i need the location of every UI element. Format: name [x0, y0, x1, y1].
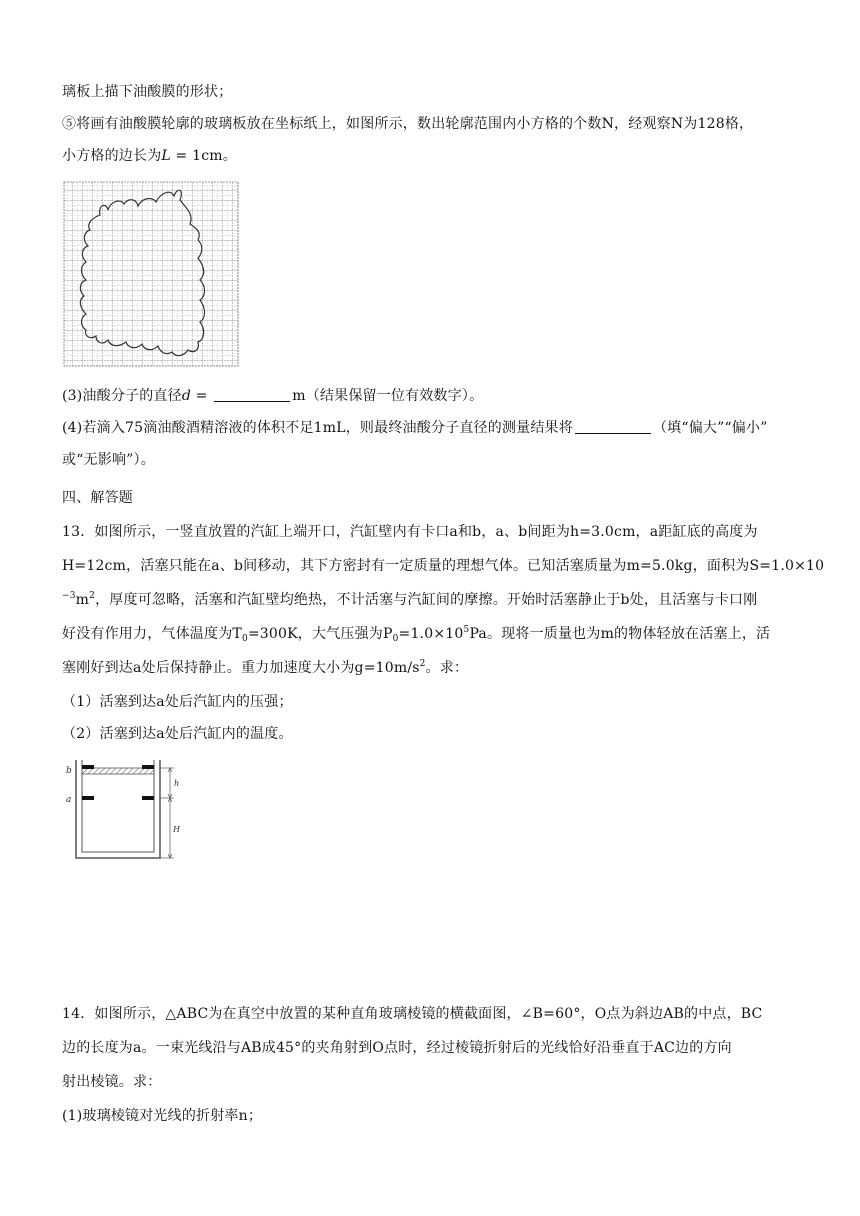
question-4: [62, 418, 768, 438]
problem-13-line-5: [62, 658, 468, 678]
p13-l5-a: 塞刚好到达a处后保持静止。重力加速度大小为g=10m/s: [62, 660, 420, 676]
label-a: a: [66, 795, 72, 805]
problem-13-q1: （1）活塞到达a处后汽缸内的压强；: [62, 694, 293, 710]
text-line-grid-size: [62, 146, 237, 166]
unit-m: m: [75, 592, 90, 608]
label-b: b: [66, 766, 72, 776]
q3-prefix: (3)油酸分子的直径: [62, 388, 182, 404]
problem-14-line-2: 边的长度为a。一束光线沿与AB成45°的夹角射到O点时，经过棱镜折射后的光线恰好沿垂直于AC边的方向: [62, 1040, 732, 1056]
oil-film-grid-figure: [62, 180, 242, 370]
problem-14-q1: (1)玻璃棱镜对光线的折射率n；: [62, 1108, 263, 1124]
problem-13-line-4: [62, 624, 770, 644]
label-h: h: [174, 779, 180, 788]
p13-l4-c: =300K，大气压强为P: [247, 626, 393, 642]
problem-13-line-3: [62, 590, 757, 610]
text-line-step5: ⑤将画有油酸膜轮廓的玻璃板放在坐标纸上，如图所示，数出轮廓范围内小方格的个数N，经观察N为128格，: [62, 116, 754, 132]
p13-l4-g: Pa。现将一质量也为m的物体轻放在活塞上，活: [469, 626, 771, 642]
q3-equals: =: [191, 388, 213, 404]
q3-suffix: m（结果保留一位有效数字）。: [292, 388, 484, 404]
problem-14-line-3: 射出棱镜。求：: [62, 1074, 162, 1090]
text-grid-size-pre: 小方格的边长为: [62, 148, 162, 164]
var-L: L: [161, 148, 171, 164]
p13-l4-a: 好没有作用力，气体温度为T: [62, 626, 242, 642]
section-heading: 四、解答题: [62, 490, 133, 506]
sub-0-T: 0: [241, 634, 248, 644]
exp-5: 5: [463, 625, 470, 635]
cylinder-figure: [60, 756, 190, 866]
exp-2: 2: [89, 591, 96, 601]
q4-answer-blank[interactable]: [575, 419, 651, 434]
problem-14-line-1: 14．如图所示，△ABC为在真空中放置的某种直角玻璃棱镜的横截面图，∠B=60°，O点为斜边AB的中点，BC: [62, 1006, 763, 1022]
text-line-1: 璃板上描下油酸膜的形状；: [62, 84, 233, 100]
question-4-cont: 或“无影响”）。: [62, 452, 155, 468]
var-d: d: [181, 388, 192, 404]
q4-prefix: (4)若滴入75滴油酸酒精溶液的体积不足1mL，则最终油酸分子直径的测量结果将: [62, 420, 573, 436]
label-H: H: [173, 825, 180, 834]
exp-minus3: −3: [62, 591, 76, 601]
q3-answer-blank[interactable]: [214, 387, 290, 402]
sub-0-P: 0: [392, 634, 399, 644]
text-grid-size-post: = 1cm。: [170, 148, 237, 164]
question-3: [62, 386, 483, 406]
problem-13-line-1: 13．如图所示，一竖直放置的汽缸上端开口，汽缸壁内有卡口a和b，a、b间距为h=3.0cm，a距缸底的高度为: [62, 524, 758, 540]
q4-suffix: （填“偏大”“偏小”: [652, 420, 768, 436]
problem-13-line-2: H=12cm，活塞只能在a、b间移动，其下方密封有一定质量的理想气体。已知活塞质量为m=5.0kg，面积为S=1.0×10: [62, 558, 825, 574]
p13-line3-text: ，厚度可忽略，活塞和汽缸壁均绝热，不计活塞与汽缸间的摩擦。开始时活塞静止于b处，且活塞与卡口刚: [95, 592, 758, 608]
p13-l5-c: 。求：: [425, 660, 469, 676]
exp-2-g: 2: [419, 659, 426, 669]
p13-l4-e: =1.0×10: [398, 626, 464, 642]
problem-13-q2: （2）活塞到达a处后汽缸内的温度。: [62, 726, 293, 742]
